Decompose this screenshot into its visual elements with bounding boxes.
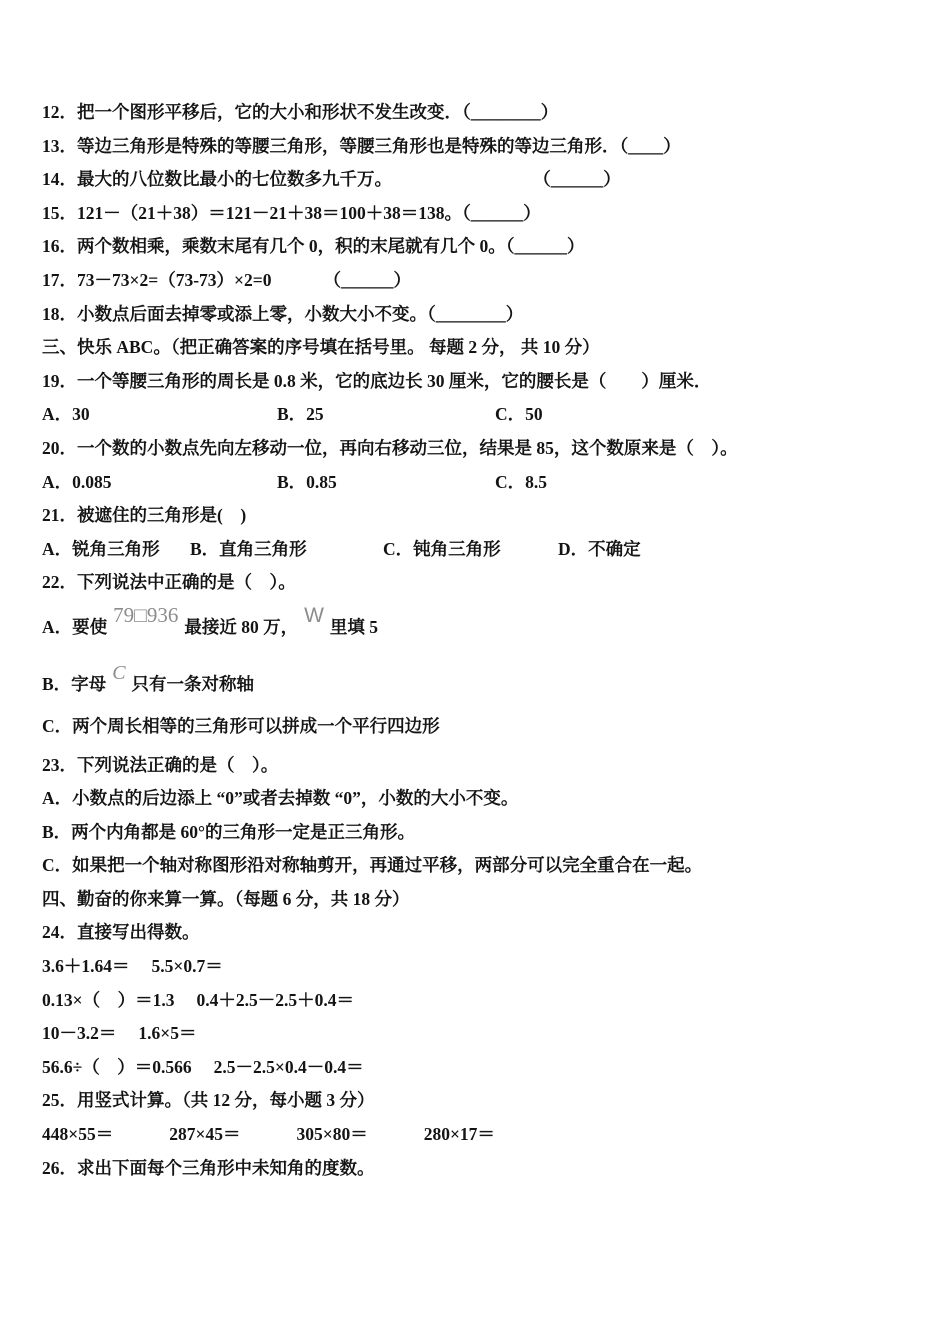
q22-option-b: [42, 658, 930, 710]
question-20: 20．一个数的小数点先向左移动一位，再向右移动三位，结果是 85，这个数原来是（ ）。: [42, 437, 738, 458]
section-4-header: 四、勤奋的你来算一算。（每题 6 分，共 18 分）: [42, 888, 410, 909]
q24-expr-2-1: 0.13×（ ）＝1.3: [42, 989, 175, 1010]
question-26: 26．求出下面每个三角形中未知角的度数。: [42, 1157, 375, 1178]
question-17-text: 17．73－73×2=（73-73）×2=0: [42, 269, 272, 290]
q24-calc-row-4: [42, 1051, 930, 1085]
q23-option-c: C．如果把一个轴对称图形沿对称轴剪开，再通过平移，两部分可以完全重合在一起。: [42, 855, 703, 876]
question-14: [42, 163, 930, 197]
question-17-answer-blank: （______）: [323, 269, 411, 290]
q24-expr-3-1: 10－3.2＝: [42, 1023, 117, 1044]
q24-expr-3-2: 1.6×5＝: [138, 1023, 197, 1044]
question-22: 22．下列说法中正确的是（ ）。: [42, 572, 296, 593]
question-17: [42, 264, 930, 298]
q22a-text-pre: A．要使: [42, 616, 108, 637]
q19-option-b: B．25: [277, 404, 324, 425]
question-21: 21．被遮住的三角形是( ): [42, 505, 247, 526]
q25-expr-2: 287×45＝: [169, 1124, 241, 1145]
q20-option-b: B．0.85: [277, 471, 337, 492]
q24-calc-row-2: [42, 984, 930, 1018]
question-14-answer-blank: （______）: [542, 169, 621, 190]
question-15: 15．121－（21＋38）＝121－21＋38＝100＋38＝138。（______）: [42, 202, 541, 223]
q24-expr-1-2: 5.5×0.7＝: [151, 956, 223, 977]
question-25: 25．用竖式计算。（共 12 分，每小题 3 分）: [42, 1090, 375, 1111]
question-19-options: [42, 398, 930, 432]
q24-expr-4-2: 2.5－2.5×0.4－0.4＝: [213, 1056, 364, 1077]
question-12: 12．把一个图形平移后，它的大小和形状不发生改变．（________）: [42, 102, 559, 122]
question-14-text: 14．最大的八位数比最小的七位数多九千万。: [42, 169, 392, 190]
formula-image-w: W: [304, 603, 324, 627]
q24-expr-1-1: 3.6＋1.64＝: [42, 956, 130, 977]
q22a-text-mid: 最接近 80 万，: [184, 616, 299, 637]
question-18: 18．小数点后面去掉零或添上零，小数大小不变。（________）: [42, 303, 524, 324]
q19-option-c: C．50: [495, 404, 543, 425]
q24-calc-row-3: [42, 1017, 930, 1051]
q23-option-a: A．小数点的后边添上 “0”或者去掉数 “0”，小数的大小不变。: [42, 788, 519, 809]
formula-image-79936: 79□936: [113, 602, 179, 627]
q22-option-a: [42, 600, 930, 652]
q22-option-c: C．两个周长相等的三角形可以拼成一个平行四边形: [42, 715, 440, 736]
q22b-text-pre: B．字母: [42, 673, 107, 694]
q25-expr-3: 305×80＝: [296, 1124, 368, 1145]
q20-option-a: A．0.085: [42, 471, 112, 492]
question-21-options: [42, 533, 930, 567]
q21-option-b: B．直角三角形: [190, 538, 307, 559]
q24-calc-row-1: [42, 950, 930, 984]
q19-option-a: A．30: [42, 404, 90, 425]
q21-option-a: A．锐角三角形: [42, 538, 160, 559]
q22a-text-post: 里填 5: [329, 616, 379, 637]
q24-expr-2-2: 0.4＋2.5－2.5＋0.4＝: [196, 989, 354, 1010]
question-16: 16．两个数相乘，乘数末尾有几个 0，积的末尾就有几个 0。（______）: [42, 236, 585, 257]
question-19: 19．一个等腰三角形的周长是 0.8 米，它的底边长 30 厘米，它的腰长是（ ）厘米．: [42, 370, 712, 391]
q20-option-c: C．8.5: [495, 471, 548, 492]
question-13: 13．等边三角形是特殊的等腰三角形，等腰三角形也是特殊的等边三角形．（____）: [42, 135, 681, 156]
question-23: 23．下列说法正确的是（ ）。: [42, 754, 279, 775]
section-3-header: 三、快乐 ABC。（把正确答案的序号填在括号里。 每题 2 分， 共 10 分）: [42, 337, 600, 358]
formula-image-letter-c: C: [112, 661, 126, 684]
q25-expr-1: 448×55＝: [42, 1124, 114, 1145]
q24-expr-4-1: 56.6÷（ ）＝0.566: [42, 1056, 192, 1077]
question-20-options: [42, 466, 930, 500]
q21-option-d: D．不确定: [558, 538, 641, 559]
q25-expr-4: 280×17＝: [423, 1124, 495, 1145]
q22b-text-post: 只有一条对称轴: [131, 673, 255, 694]
q23-option-b: B．两个内角都是 60°的三角形一定是正三角形。: [42, 821, 416, 842]
q21-option-c: C．钝角三角形: [383, 538, 501, 559]
q25-calc-row: [42, 1118, 930, 1152]
question-24: 24．直接写出得数。: [42, 922, 200, 943]
